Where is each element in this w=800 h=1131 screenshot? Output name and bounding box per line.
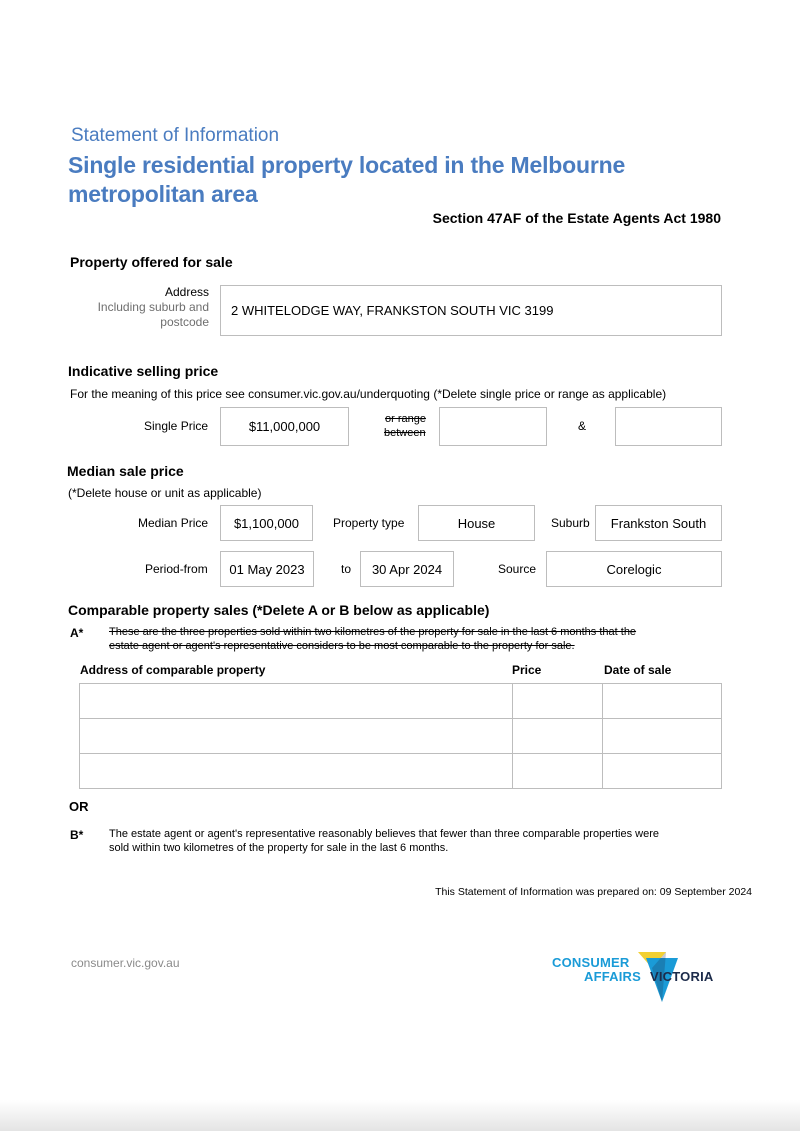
page-bottom-shadow	[0, 1100, 800, 1131]
range-to-field[interactable]	[615, 407, 722, 446]
period-from-label: Period-from	[145, 562, 208, 576]
option-a-text-line-1: These are the three properties sold within two kilometres of the property for sale in the last 6 months that the	[109, 626, 637, 638]
option-b-marker: B*	[70, 828, 84, 842]
single-price-value: $11,000,000	[248, 419, 321, 434]
option-a-text-line-2: estate agent or agent's representative considers to be most comparable to the property for sale.	[109, 640, 575, 652]
comparable-col-price: Price	[512, 663, 542, 677]
option-b-text-line-2: sold within two kilometres of the property for sale in the last 6 months.	[109, 842, 449, 854]
table-row	[80, 684, 721, 719]
period-to-value: 30 Apr 2024	[371, 561, 443, 577]
single-price-label: Single Price	[144, 419, 209, 433]
logo-consumer-text: CONSUMER	[552, 955, 630, 970]
range-label-1: or range	[385, 413, 426, 425]
median-price-label: Median Price	[138, 516, 209, 530]
document-title-line-2: metropolitan area	[68, 181, 258, 207]
range-from-field[interactable]	[439, 407, 547, 446]
prepared-date-note: This Statement of Information was prepared on: 09 September 2024	[435, 886, 752, 898]
source-label: Source	[498, 562, 537, 576]
range-ampersand: &	[578, 419, 587, 433]
address-sublabel-2: postcode	[160, 315, 209, 329]
logo-affairs-text: AFFAIRS	[584, 969, 642, 984]
document-title-line-1: Single residential property located in the Melbourne	[68, 152, 626, 178]
table-row	[80, 754, 721, 788]
property-type-field[interactable]	[418, 505, 535, 541]
property-type-value: House	[457, 515, 496, 531]
comparable-table	[79, 683, 722, 789]
consumer-affairs-victoria-logo	[548, 950, 726, 1006]
table-row	[80, 719, 721, 754]
table-cell-date[interactable]	[603, 684, 721, 718]
period-to-field[interactable]	[360, 551, 454, 587]
property-type-label: Property type	[333, 516, 405, 530]
option-a-marker: A*	[70, 626, 84, 640]
indicative-heading: Indicative selling price	[68, 363, 219, 379]
table-cell-price[interactable]	[513, 684, 603, 718]
source-field[interactable]	[546, 551, 722, 587]
option-b-text-line-1: The estate agent or agent's representative reasonably believes that fewer than three comparable properties were	[109, 828, 659, 840]
table-cell-price[interactable]	[513, 754, 603, 788]
footer-website: consumer.vic.gov.au	[71, 956, 180, 970]
address-value: 2 WHITELODGE WAY, FRANKSTON SOUTH VIC 3199	[231, 303, 554, 318]
address-field[interactable]	[220, 285, 722, 336]
property-heading: Property offered for sale	[70, 254, 233, 270]
table-cell-address[interactable]	[80, 684, 513, 718]
comparable-col-address: Address of comparable property	[80, 663, 266, 677]
period-from-field[interactable]	[220, 551, 314, 587]
document-subtitle: Statement of Information	[71, 125, 280, 146]
table-cell-address[interactable]	[80, 719, 513, 753]
table-cell-address[interactable]	[80, 754, 513, 788]
single-price-field[interactable]	[220, 407, 349, 446]
indicative-note: For the meaning of this price see consumer.vic.gov.au/underquoting (*Delete single price or range as applicable)	[70, 387, 667, 401]
suburb-label: Suburb	[551, 516, 590, 530]
suburb-field[interactable]	[595, 505, 722, 541]
table-cell-date[interactable]	[603, 754, 721, 788]
median-heading: Median sale price	[67, 463, 184, 479]
period-to-label: to	[341, 562, 352, 576]
suburb-value: Frankston South	[610, 515, 707, 531]
table-cell-date[interactable]	[603, 719, 721, 753]
or-separator: OR	[69, 799, 89, 814]
median-note: (*Delete house or unit as applicable)	[68, 486, 262, 500]
section-reference: Section 47AF of the Estate Agents Act 1980	[432, 210, 721, 226]
period-from-value: 01 May 2023	[229, 561, 305, 577]
logo-victoria-text: VICTORIA	[650, 969, 714, 984]
comparable-heading: Comparable property sales (*Delete A or B below as applicable)	[68, 602, 490, 618]
table-cell-price[interactable]	[513, 719, 603, 753]
address-sublabel-1: Including suburb and	[97, 300, 209, 314]
range-label-2: between	[384, 427, 426, 439]
median-price-value: $1,100,000	[233, 515, 300, 531]
address-label: Address	[164, 285, 209, 299]
median-price-field[interactable]	[220, 505, 313, 541]
source-value: Corelogic	[606, 561, 662, 577]
comparable-col-date: Date of sale	[604, 663, 672, 677]
